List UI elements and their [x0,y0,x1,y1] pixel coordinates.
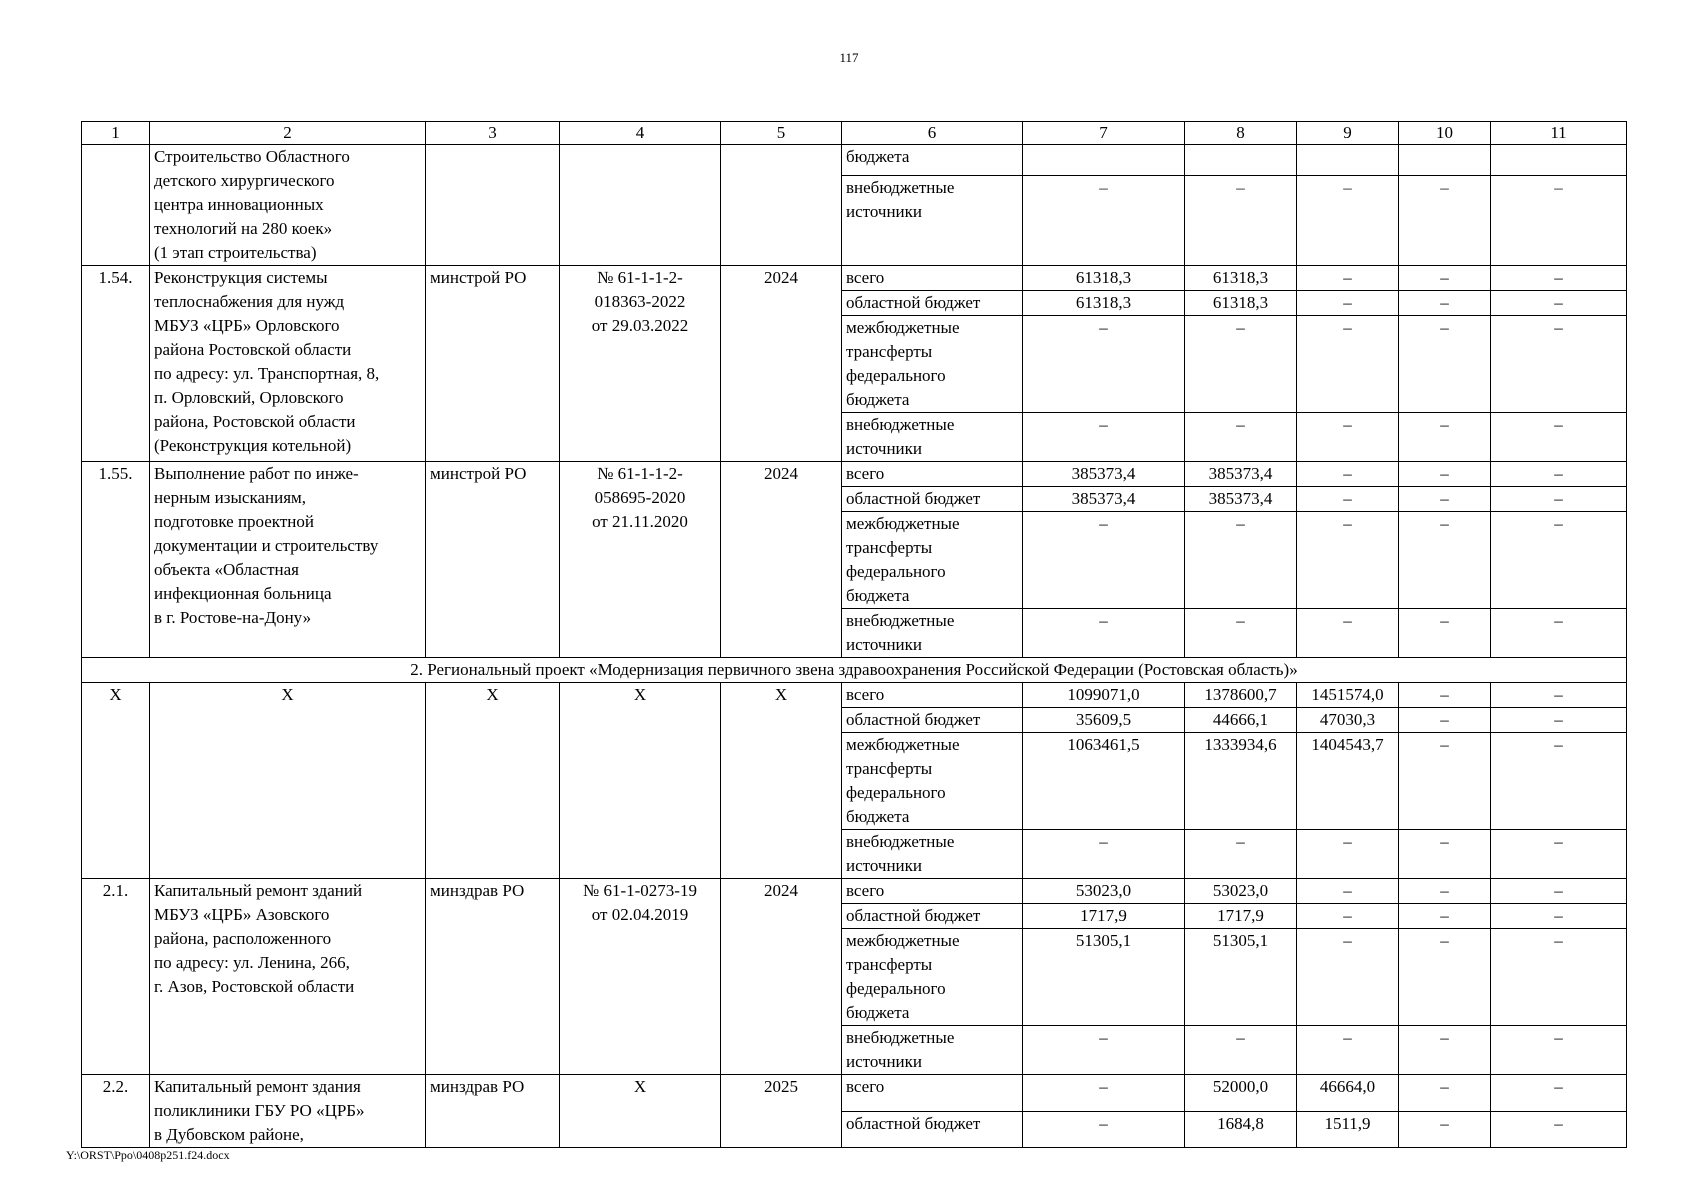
cell-v8: – [1185,1026,1297,1075]
cell-v7: – [1023,512,1185,609]
cell-v7: – [1023,609,1185,658]
cell-v7: – [1023,1026,1185,1075]
col-header: 9 [1297,122,1399,145]
cell-v11: – [1491,1026,1627,1075]
cell-year: 2024 [721,879,842,1075]
cell-executor: минстрой РО [426,462,560,658]
cell-doc: № 61-1-1-2- 018363-2022 от 29.03.2022 [560,266,721,462]
cell-doc: № 61-1-0273-19 от 02.04.2019 [560,879,721,1075]
cell-v10 [1399,145,1491,176]
cell-v9 [1297,145,1399,176]
cell-source: областной бюджет [842,291,1023,316]
table-row [82,1075,1627,1112]
cell-year [721,145,842,266]
cell-v10: – [1399,1075,1491,1112]
cell-v11 [1491,145,1627,176]
table-row [82,266,1627,291]
cell-source: областной бюджет [842,487,1023,512]
cell-v9: – [1297,176,1399,266]
cell-v9: – [1297,879,1399,904]
cell-v9: – [1297,929,1399,1026]
cell-v10: – [1399,512,1491,609]
col-header: 6 [842,122,1023,145]
cell-v9: 1511,9 [1297,1111,1399,1148]
cell-v10: – [1399,929,1491,1026]
cell-v8: – [1185,176,1297,266]
cell-v11: – [1491,487,1627,512]
col-header: 8 [1185,122,1297,145]
page-number: 117 [839,50,859,65]
cell-source: внебюджетные источники [842,176,1023,266]
cell-v11: – [1491,904,1627,929]
cell-executor: минстрой РО [426,266,560,462]
cell-v7: 61318,3 [1023,266,1185,291]
cell-v9: 47030,3 [1297,708,1399,733]
cell-v10: – [1399,1111,1491,1148]
cell-name: Реконструкция системы теплоснабжения для нужд МБУЗ «ЦРБ» Орловского района Ростовской области по адресу: ул. Транспортная, 8, п. Орловский, Орловского района, Ростовской области (Реконструкция котельной) [150,266,426,462]
cell-v8: 1717,9 [1185,904,1297,929]
cell-doc [560,145,721,266]
cell-v7: 53023,0 [1023,879,1185,904]
cell-v8: 385373,4 [1185,462,1297,487]
cell-doc: Х [560,683,721,879]
cell-year: 2024 [721,266,842,462]
cell-v7: 385373,4 [1023,462,1185,487]
cell-v10: – [1399,733,1491,830]
cell-v9: 1404543,7 [1297,733,1399,830]
cell-doc: Х [560,1075,721,1148]
col-header: 10 [1399,122,1491,145]
cell-v10: – [1399,291,1491,316]
cell-v11: – [1491,830,1627,879]
cell-num: 1.54. [82,266,150,462]
cell-v7: – [1023,316,1185,413]
cell-v8: – [1185,413,1297,462]
cell-v10: – [1399,462,1491,487]
cell-v7: – [1023,176,1185,266]
cell-v8: 53023,0 [1185,879,1297,904]
cell-v11: – [1491,1075,1627,1112]
cell-v9: – [1297,830,1399,879]
table-row [82,683,1627,708]
cell-name: Капитальный ремонт зданий МБУЗ «ЦРБ» Азовского района, расположенного по адресу: ул. Ленина, 266, г. Азов, Ростовской области [150,879,426,1075]
cell-v10: – [1399,413,1491,462]
cell-v10: – [1399,176,1491,266]
cell-v7 [1023,145,1185,176]
cell-v11: – [1491,462,1627,487]
cell-v9: – [1297,291,1399,316]
cell-source: областной бюджет [842,904,1023,929]
cell-v8: – [1185,316,1297,413]
cell-v11: – [1491,733,1627,830]
cell-v10: – [1399,708,1491,733]
cell-v7: 35609,5 [1023,708,1185,733]
cell-v11: – [1491,879,1627,904]
cell-v8: 1378600,7 [1185,683,1297,708]
cell-v9: – [1297,512,1399,609]
cell-v10: – [1399,1026,1491,1075]
cell-source: межбюджетные трансферты федерального бюджета [842,512,1023,609]
col-header: 5 [721,122,842,145]
cell-v8: 385373,4 [1185,487,1297,512]
cell-name: Строительство Областного детского хирургического центра инновационных технологий на 280 коек» (1 этап строительства) [150,145,426,266]
cell-year: Х [721,683,842,879]
cell-v11: – [1491,291,1627,316]
cell-v8: 1333934,6 [1185,733,1297,830]
cell-v8: – [1185,512,1297,609]
cell-v7: – [1023,413,1185,462]
cell-name: Капитальный ремонт здания поликлиники ГБУ РО «ЦРБ» в Дубовском районе, [150,1075,426,1148]
cell-v7: 1099071,0 [1023,683,1185,708]
cell-v11: – [1491,176,1627,266]
cell-source: всего [842,266,1023,291]
cell-v7: – [1023,830,1185,879]
cell-source: областной бюджет [842,708,1023,733]
cell-source: бюджета [842,145,1023,176]
cell-v8: – [1185,609,1297,658]
cell-v11: – [1491,266,1627,291]
cell-v8: 61318,3 [1185,266,1297,291]
col-header: 1 [82,122,150,145]
cell-source: межбюджетные трансферты федерального бюджета [842,929,1023,1026]
table-row [82,145,1627,176]
cell-v9: – [1297,609,1399,658]
cell-v9: – [1297,316,1399,413]
cell-v7: 385373,4 [1023,487,1185,512]
col-header: 11 [1491,122,1627,145]
cell-source: межбюджетные трансферты федерального бюджета [842,316,1023,413]
col-header: 2 [150,122,426,145]
cell-v11: – [1491,316,1627,413]
cell-source: областной бюджет [842,1111,1023,1148]
cell-v10: – [1399,609,1491,658]
table-body [82,122,1627,1148]
cell-source: всего [842,683,1023,708]
cell-v10: – [1399,683,1491,708]
cell-v9: – [1297,266,1399,291]
cell-num: Х [82,683,150,879]
budget-table [81,121,1627,1148]
cell-name: Выполнение работ по инже- нерным изысканиям, подготовке проектной документации и строительству объекта «Областная инфекционная больница в г. Ростове-на-Дону» [150,462,426,658]
cell-v11: – [1491,708,1627,733]
cell-v8: 61318,3 [1185,291,1297,316]
cell-v9: 1451574,0 [1297,683,1399,708]
cell-v10: – [1399,266,1491,291]
cell-num [82,145,150,266]
cell-v8: 1684,8 [1185,1111,1297,1148]
cell-doc: № 61-1-1-2- 058695-2020 от 21.11.2020 [560,462,721,658]
cell-v8: 51305,1 [1185,929,1297,1026]
cell-source: всего [842,462,1023,487]
cell-source: межбюджетные трансферты федерального бюджета [842,733,1023,830]
header-row [82,122,1627,145]
table-row [82,879,1627,904]
cell-executor: минздрав РО [426,1075,560,1148]
cell-v9: – [1297,413,1399,462]
cell-v8 [1185,145,1297,176]
cell-num: 2.2. [82,1075,150,1148]
cell-v9: – [1297,487,1399,512]
cell-v11: – [1491,683,1627,708]
cell-v11: – [1491,512,1627,609]
cell-source: всего [842,879,1023,904]
cell-executor: Х [426,683,560,879]
cell-v11: – [1491,609,1627,658]
cell-v7: – [1023,1075,1185,1112]
cell-source: внебюджетные источники [842,609,1023,658]
cell-executor: минздрав РО [426,879,560,1075]
table-row [82,462,1627,487]
cell-v7: 1063461,5 [1023,733,1185,830]
cell-v10: – [1399,879,1491,904]
cell-v7: 51305,1 [1023,929,1185,1026]
cell-num: 1.55. [82,462,150,658]
cell-v9: – [1297,462,1399,487]
cell-executor [426,145,560,266]
file-path: Y:\ORST\Ppo\0408p251.f24.docx [66,1148,230,1162]
cell-v9: – [1297,904,1399,929]
cell-num: 2.1. [82,879,150,1075]
col-header: 4 [560,122,721,145]
cell-v11: – [1491,413,1627,462]
cell-v9: 46664,0 [1297,1075,1399,1112]
section-title: 2. Региональный проект «Модернизация первичного звена здравоохранения Российской Федерации (Ростовская область)» [82,658,1627,683]
cell-v8: – [1185,830,1297,879]
cell-v10: – [1399,487,1491,512]
cell-source: всего [842,1075,1023,1112]
col-header: 3 [426,122,560,145]
cell-name: Х [150,683,426,879]
cell-year: 2024 [721,462,842,658]
cell-v8: 44666,1 [1185,708,1297,733]
cell-v7: 1717,9 [1023,904,1185,929]
cell-v7: 61318,3 [1023,291,1185,316]
cell-v11: – [1491,929,1627,1026]
cell-source: внебюджетные источники [842,1026,1023,1075]
cell-source: внебюджетные источники [842,413,1023,462]
cell-v7: – [1023,1111,1185,1148]
cell-v10: – [1399,316,1491,413]
col-header: 7 [1023,122,1185,145]
cell-year: 2025 [721,1075,842,1148]
section-title-row [82,658,1627,683]
cell-v8: 52000,0 [1185,1075,1297,1112]
cell-v9: – [1297,1026,1399,1075]
cell-source: внебюджетные источники [842,830,1023,879]
cell-v11: – [1491,1111,1627,1148]
cell-v10: – [1399,904,1491,929]
cell-v10: – [1399,830,1491,879]
